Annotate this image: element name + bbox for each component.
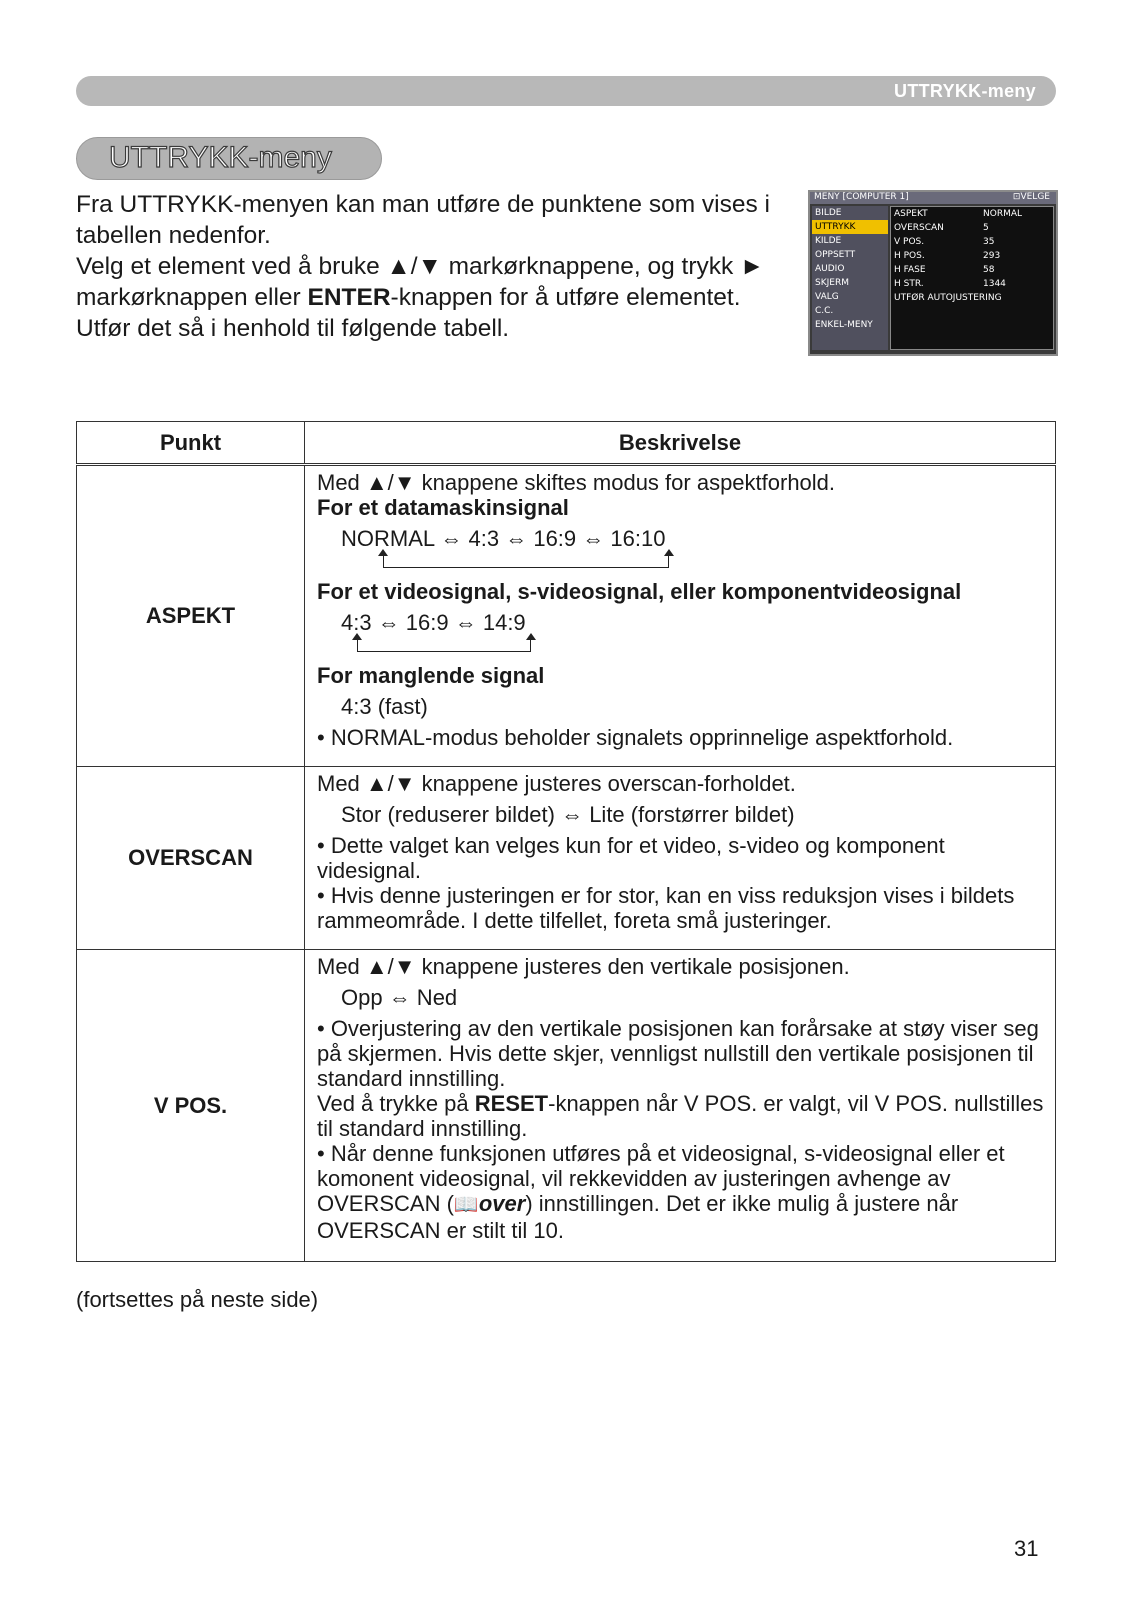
- menu-screenshot-right-item: ASPEKT NORMAL: [894, 209, 1023, 219]
- item-aspekt: ASPEKT: [77, 465, 305, 767]
- item-vpos: V POS.: [77, 950, 305, 1262]
- table-row-vpos: [77, 950, 1056, 1262]
- page-number: 31: [1014, 1536, 1039, 1561]
- overscan-intro: Med ▲/▼ knappene justeres overscan-forholdet.: [317, 771, 796, 796]
- aspekt-intro: Med ▲/▼ knappene skiftes modus for aspektforhold.: [317, 470, 836, 495]
- col-header-item: Punkt: [77, 422, 305, 465]
- aspekt-computer-modes: NORMAL ⇔ 4:3 ⇔ 16:9 ⇔ 16:10: [341, 526, 666, 551]
- overscan-modes: Stor (reduserer bildet) ⇔ Lite (forstørrer bildet): [341, 802, 795, 827]
- aspekt-computer-loop-arrow: [317, 551, 1045, 573]
- vpos-intro: Med ▲/▼ knappene justeres den vertikale posisjonen.: [317, 954, 850, 979]
- section-title: UTTRYKK-meny: [109, 141, 332, 174]
- menu-screenshot-right-item: H STR. 1344: [894, 279, 1006, 289]
- vpos-note3: • Når denne funksjonen utføres på et videosignal, s-videosignal eller et komonent videosignal, vil rekkevidden av justeringen avhenge av OVERSCAN (📖over) innstillingen. Det er ikke mulig å justere når OVERSCAN er stilt til 10.: [317, 1141, 1005, 1243]
- vpos-overscan-page-ref[interactable]: over: [478, 1191, 526, 1216]
- vpos-modes: Opp ⇔ Ned: [341, 985, 458, 1010]
- menu-screenshot-right-list: [890, 206, 1054, 350]
- header-bar-label: UTTRYKK-meny: [894, 81, 1036, 101]
- desc-vpos: [305, 950, 1056, 1262]
- intro-enter-key: ENTER: [307, 284, 391, 311]
- aspekt-video-loop-arrow: [317, 635, 1045, 657]
- book-reference-icon: 📖: [453, 1194, 479, 1216]
- menu-screenshot-right-item: UTFØR AUTOJUSTERING: [894, 293, 1002, 303]
- menu-screenshot-left-item: C.C.: [815, 306, 834, 316]
- menu-screenshot-left-item: KILDE: [815, 236, 842, 246]
- menu-screenshot-right-item: OVERSCAN 5: [894, 223, 989, 233]
- intro-line2-a: Velg et element ved å bruke ▲/▼ markørknappene, og trykk ► markørknappen eller: [76, 253, 765, 311]
- col-header-desc: Beskrivelse: [305, 422, 1056, 465]
- menu-screenshot-titlebar: [810, 192, 1056, 204]
- aspekt-nosignal-heading: For manglende signal: [317, 663, 545, 688]
- menu-screenshot-right-item: H POS. 293: [894, 251, 1001, 261]
- table-header-row: [77, 422, 1056, 465]
- aspekt-nosignal-mode: 4:3 (fast): [341, 694, 428, 719]
- intro-text: [76, 189, 796, 344]
- menu-screenshot-left-item: SKJERM: [815, 278, 849, 288]
- header-bar: [76, 76, 1056, 106]
- menu-screenshot-right-item: V POS. 35: [894, 237, 995, 247]
- table-row-aspekt: [77, 465, 1056, 767]
- menu-screenshot-select: ⊡VELGE: [1012, 192, 1050, 202]
- vpos-note2: Ved å trykke på RESET-knappen når V POS. er valgt, vil V POS. nullstilles til standard innstilling.: [317, 1091, 1044, 1141]
- intro-line2-c: -knappen for å utføre elementet. Utfør det så i henhold til følgende tabell.: [76, 284, 741, 342]
- menu-screenshot-left-item: AUDIO: [815, 264, 845, 274]
- continued-note: (fortsettes på neste side): [76, 1287, 319, 1312]
- overscan-note1: • Dette valget kan velges kun for et video, s-video og komponent videsignal.: [317, 833, 945, 883]
- vpos-reset-key: RESET: [474, 1091, 549, 1116]
- overscan-note2: • Hvis denne justeringen er for stor, kan en viss reduksjon vises i bildets rammeområde. I dette tilfellet, foreta små justeringer.: [317, 883, 1015, 933]
- menu-screenshot-title: MENY [COMPUTER 1]: [814, 192, 909, 202]
- item-overscan: OVERSCAN: [77, 767, 305, 950]
- aspekt-video-heading: For et videosignal, s-videosignal, eller komponentvideosignal: [317, 579, 962, 604]
- aspekt-note: • NORMAL-modus beholder signalets opprinnelige aspektforhold.: [317, 725, 954, 750]
- aspekt-computer-heading: For et datamaskinsignal: [317, 495, 569, 520]
- menu-screenshot-left-item: ENKEL-MENY: [815, 320, 873, 330]
- menu-screenshot-left-item: OPPSETT: [815, 250, 856, 260]
- table-row-overscan: [77, 767, 1056, 950]
- desc-overscan: [305, 767, 1056, 950]
- vpos-note1: • Overjustering av den vertikale posisjonen kan forårsake at støy viser seg på skjermen. Hvis dette skjer, vennligst nullstill den vertikale posisjonen til standard innstilling.: [317, 1016, 1039, 1091]
- menu-screenshot-left-item: BILDE: [815, 208, 842, 218]
- menu-screenshot-left-list: [812, 206, 888, 350]
- section-title-pill: [76, 137, 382, 180]
- aspekt-video-modes: 4:3 ⇔ 16:9 ⇔ 14:9: [341, 610, 526, 635]
- menu-screenshot-left-item: VALG: [815, 292, 839, 302]
- settings-table: [76, 421, 1056, 1262]
- desc-aspekt: [305, 465, 1056, 767]
- intro-line1: Fra UTTRYKK-menyen kan man utføre de punktene som vises i tabellen nedenfor.: [76, 191, 770, 249]
- menu-screenshot-right-item: H FASE 58: [894, 265, 995, 275]
- menu-screenshot-left-item: UTTRYKK: [812, 220, 888, 234]
- menu-screenshot: [808, 190, 1058, 356]
